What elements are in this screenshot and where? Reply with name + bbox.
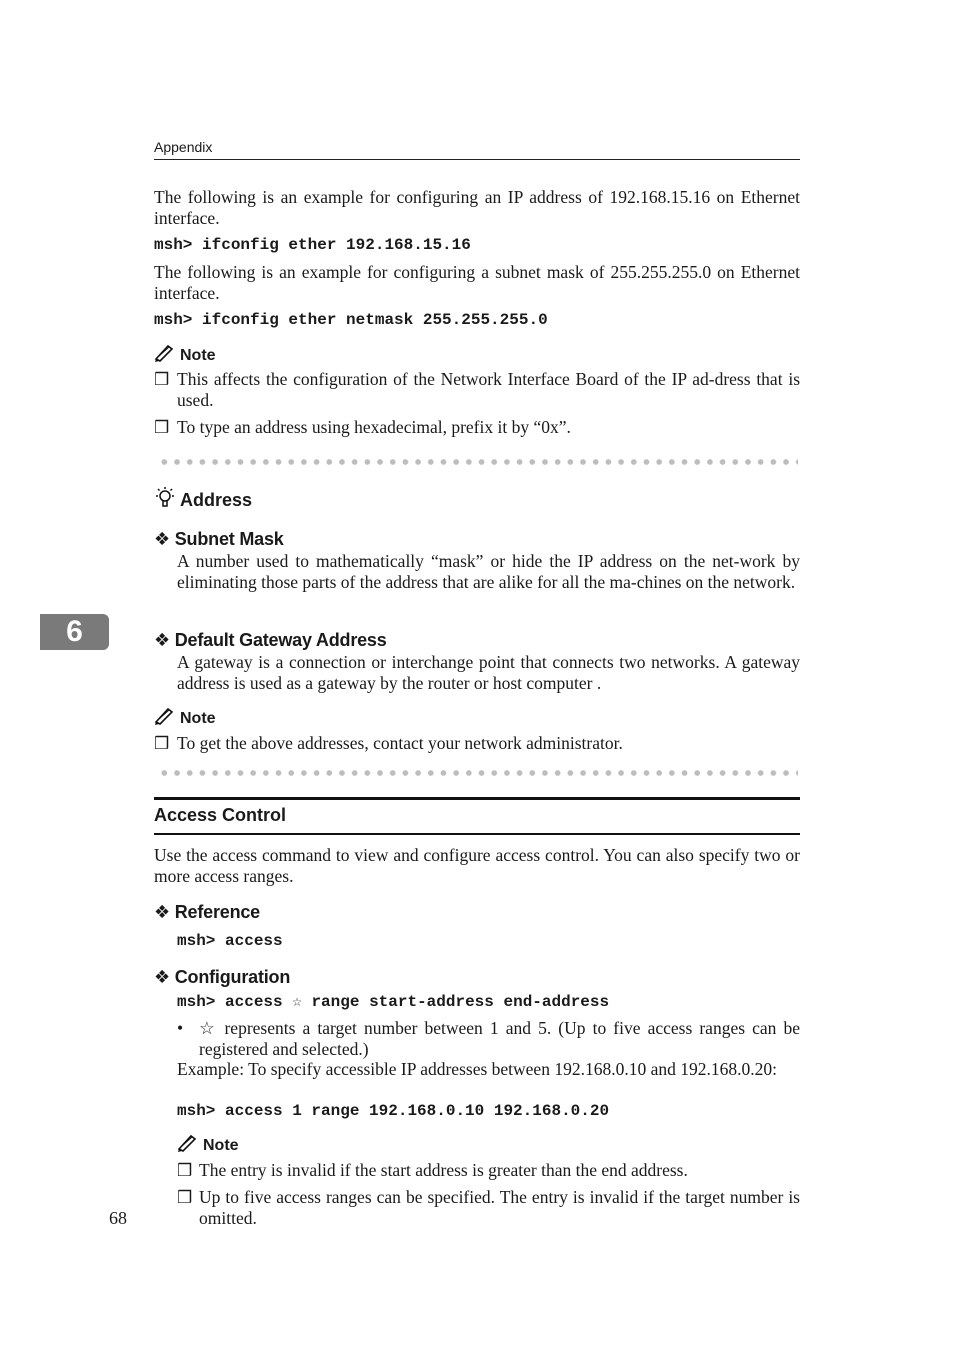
reference-heading: ❖ Reference: [154, 902, 260, 922]
command-ip: msh> ifconfig ether 192.168.15.16: [154, 236, 471, 254]
note-title: Note: [180, 347, 216, 364]
page-number: 68: [109, 1208, 127, 1228]
note-item: ❒ The entry is invalid if the start address is greater than the end address.: [177, 1160, 688, 1180]
header-rule: [154, 159, 800, 160]
note-item: ❒ Up to five access ranges can be specified. The entry is invalid if the target number is omitted.: [177, 1187, 800, 1228]
diamond-bullet-icon: ❖: [154, 630, 170, 650]
checkbox-icon: ❒: [154, 418, 170, 437]
dotted-divider-bottom: [158, 770, 798, 776]
section-rule-top: [154, 797, 800, 800]
access-intro: Use the access command to view and configure access control. You can also specify two or more access ranges.: [154, 845, 800, 886]
checkbox-icon: ❒: [154, 370, 170, 389]
example-command: msh> access 1 range 192.168.0.10 192.168.0.20: [177, 1102, 610, 1120]
bullet-item: • ☆ represents a target number between 1 and 5. (Up to five access ranges can be registered and selected.): [177, 1018, 800, 1059]
gateway-text: A gateway is a connection or interchange point that connects two networks. A gateway address is used as a gateway by the router or host computer .: [177, 652, 800, 693]
address-title: Address: [180, 490, 253, 510]
note-title: Note: [180, 710, 216, 727]
checkbox-icon: ❒: [154, 734, 170, 753]
checkbox-icon: ❒: [177, 1161, 193, 1180]
diamond-bullet-icon: ❖: [154, 902, 170, 922]
intro-paragraph-1: The following is an example for configuring an IP address of 192.168.15.16 on Ethernet interface.: [154, 187, 800, 228]
checkbox-icon: ❒: [177, 1188, 193, 1207]
note-item: ❒ To type an address using hexadecimal, prefix it by “0x”.: [154, 417, 571, 437]
command-netmask: msh> ifconfig ether netmask 255.255.255.0: [154, 311, 548, 329]
note-item: ❒ To get the above addresses, contact your network administrator.: [154, 733, 623, 753]
note-heading-3: [177, 1134, 239, 1155]
pencil-icon: [177, 1134, 197, 1152]
note-title: Note: [203, 1137, 239, 1154]
address-heading: [154, 486, 252, 511]
configuration-heading: ❖ Configuration: [154, 967, 291, 987]
example-text: Example: To specify accessible IP addresses between 192.168.0.10 and 192.168.0.20:: [177, 1059, 777, 1079]
pencil-icon: [154, 707, 174, 725]
running-header: Appendix: [154, 139, 213, 155]
note-heading-1: [154, 344, 216, 365]
bullet-dot-icon: •: [177, 1018, 184, 1038]
chapter-tab: 6: [40, 614, 109, 650]
section-heading: Access Control: [154, 805, 287, 825]
section-rule-bottom: [154, 833, 800, 835]
configuration-command: msh> access ☆ range start-address end-address: [177, 993, 610, 1011]
lightbulb-icon: [154, 486, 176, 510]
note-item: ❒ This affects the configuration of the Network Interface Board of the IP ad-dress that is used.: [154, 369, 800, 410]
dotted-divider-top: [158, 459, 798, 465]
reference-command: msh> access: [177, 932, 283, 950]
note-heading-2: [154, 707, 216, 728]
subnet-mask-heading: ❖ Subnet Mask: [154, 529, 284, 549]
diamond-bullet-icon: ❖: [154, 529, 170, 549]
subnet-mask-text: A number used to mathematically “mask” or hide the IP address on the net-work by eliminating those parts of the address that are alike for all the ma-chines on the network.: [177, 551, 800, 592]
diamond-bullet-icon: ❖: [154, 967, 170, 987]
gateway-heading: ❖ Default Gateway Address: [154, 630, 387, 650]
pencil-icon: [154, 344, 174, 362]
intro-paragraph-2: The following is an example for configuring a subnet mask of 255.255.255.0 on Ethernet interface.: [154, 262, 800, 303]
